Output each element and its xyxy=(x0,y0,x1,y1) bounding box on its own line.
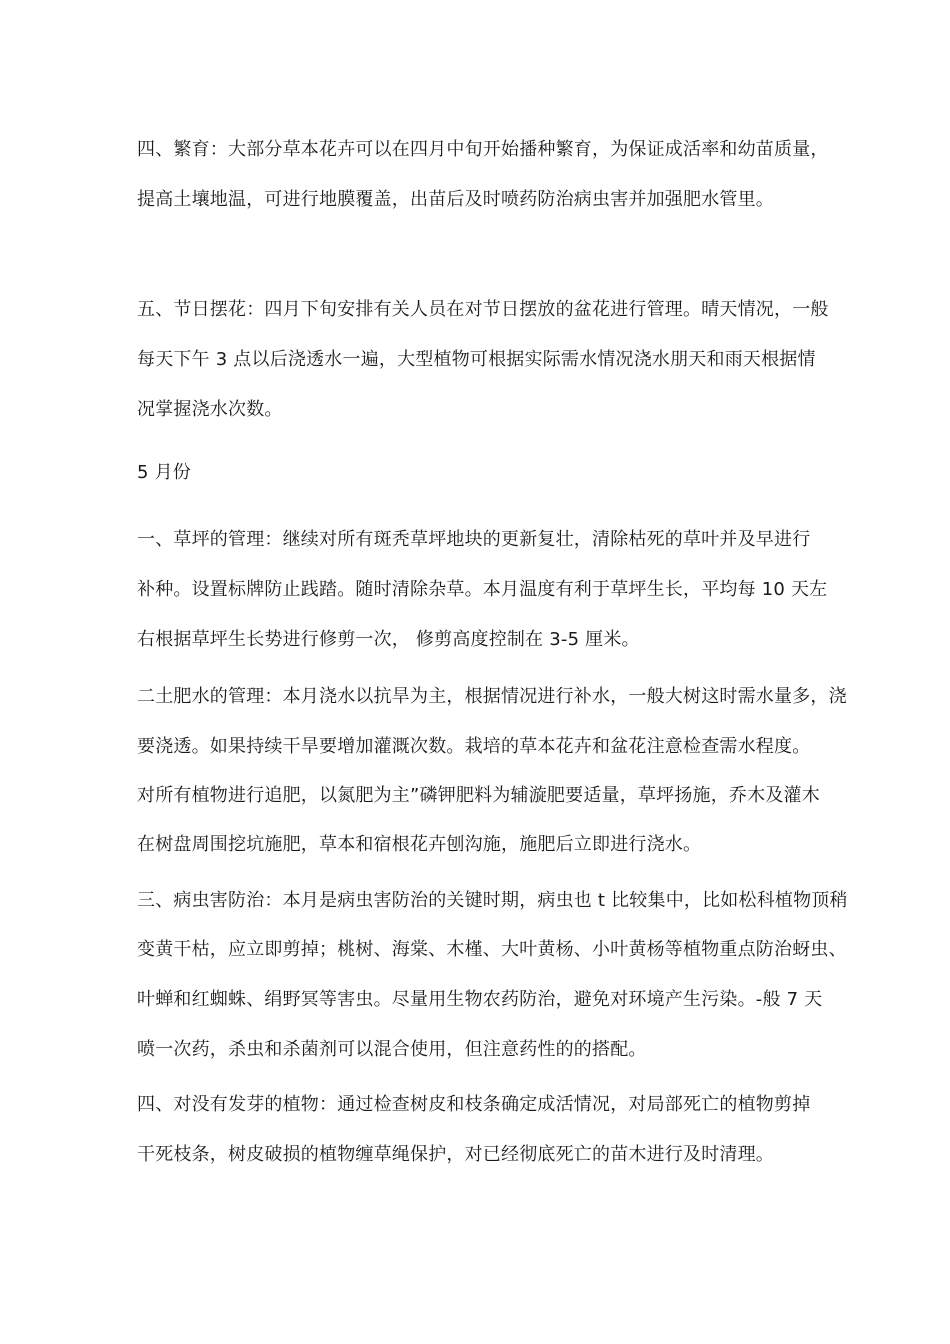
paragraph-5-line-1: 五、节日摆花：四月下旬安排有关人员在对节日摆放的盆花进行管理。晴天情况，一般 xyxy=(137,299,829,320)
soil-fertilizer-line-1: 二土肥水的管理：本月浇水以抗旱为主，根据情况进行补水，一般大树这时需水量多，浇 xyxy=(137,686,847,707)
paragraph-4-line-2: 提高土壤地温，可进行地膜覆盖，出苗后及时喷药防治病虫害并加强肥水管里。 xyxy=(137,189,774,210)
paragraph-4-line-1: 四、繁育：大部分草本花卉可以在四月中旬开始播种繁育，为保证成活率和幼苗质量， xyxy=(137,139,829,160)
soil-fertilizer-line-4: 在树盘周围挖坑施肥，草本和宿根花卉刨沟施，施肥后立即进行浇水。 xyxy=(137,834,702,855)
pest-control-line-3: 叶蝉和红蜘蛛、绢野冥等害虫。尽量用生物农药防治，避免对环境产生污染。-般 7 天 xyxy=(137,989,823,1010)
paragraph-5-line-2: 每天下午 3 点以后浇透水一遍，大型植物可根据实际需水情况浇水朋天和雨天根据情 xyxy=(137,349,816,370)
lawn-management-line-3: 右根据草坪生长势进行修剪一次， 修剪高度控制在 3-5 厘米。 xyxy=(137,629,640,650)
pest-control-line-2: 变黄干枯，应立即剪掉；桃树、海棠、木槿、大叶黄杨、小叶黄杨等植物重点防治蚜虫、 xyxy=(137,939,847,960)
lawn-management-line-1: 一、草坪的管理：继续对所有斑秃草坪地块的更新复壮，清除枯死的草叶并及早进行 xyxy=(137,529,811,550)
non-sprouting-plants-line-2: 干死枝条，树皮破损的植物缠草绳保护，对已经彻底死亡的苗木进行及时清理。 xyxy=(137,1144,774,1165)
lawn-management-line-2: 补种。设置标牌防止践踏。随时清除杂草。本月温度有利于草坪生长，平均每 10 天左 xyxy=(137,579,828,600)
section-heading-may: 5 月份 xyxy=(137,462,191,483)
paragraph-5-line-3: 况掌握浇水次数。 xyxy=(137,399,283,420)
pest-control-line-1: 三、病虫害防治：本月是病虫害防治的关键时期，病虫也 t 比较集中，比如松科植物顶稍 xyxy=(137,890,848,911)
soil-fertilizer-line-3: 对所有植物进行追肥，以氮肥为主”磷钾肥料为辅漩肥要适量，草坪扬施，乔木及灌木 xyxy=(137,785,820,806)
non-sprouting-plants-line-1: 四、对没有发芽的植物：通过检查树皮和枝条确定成活情况，对局部死亡的植物剪掉 xyxy=(137,1094,811,1115)
soil-fertilizer-line-2: 要浇透。如果持续干旱要增加灌溉次数。栽培的草本花卉和盆花注意检查需水程度。 xyxy=(137,736,811,757)
pest-control-line-4: 喷一次药，杀虫和杀菌剂可以混合使用，但注意药性的的搭配。 xyxy=(137,1039,647,1060)
